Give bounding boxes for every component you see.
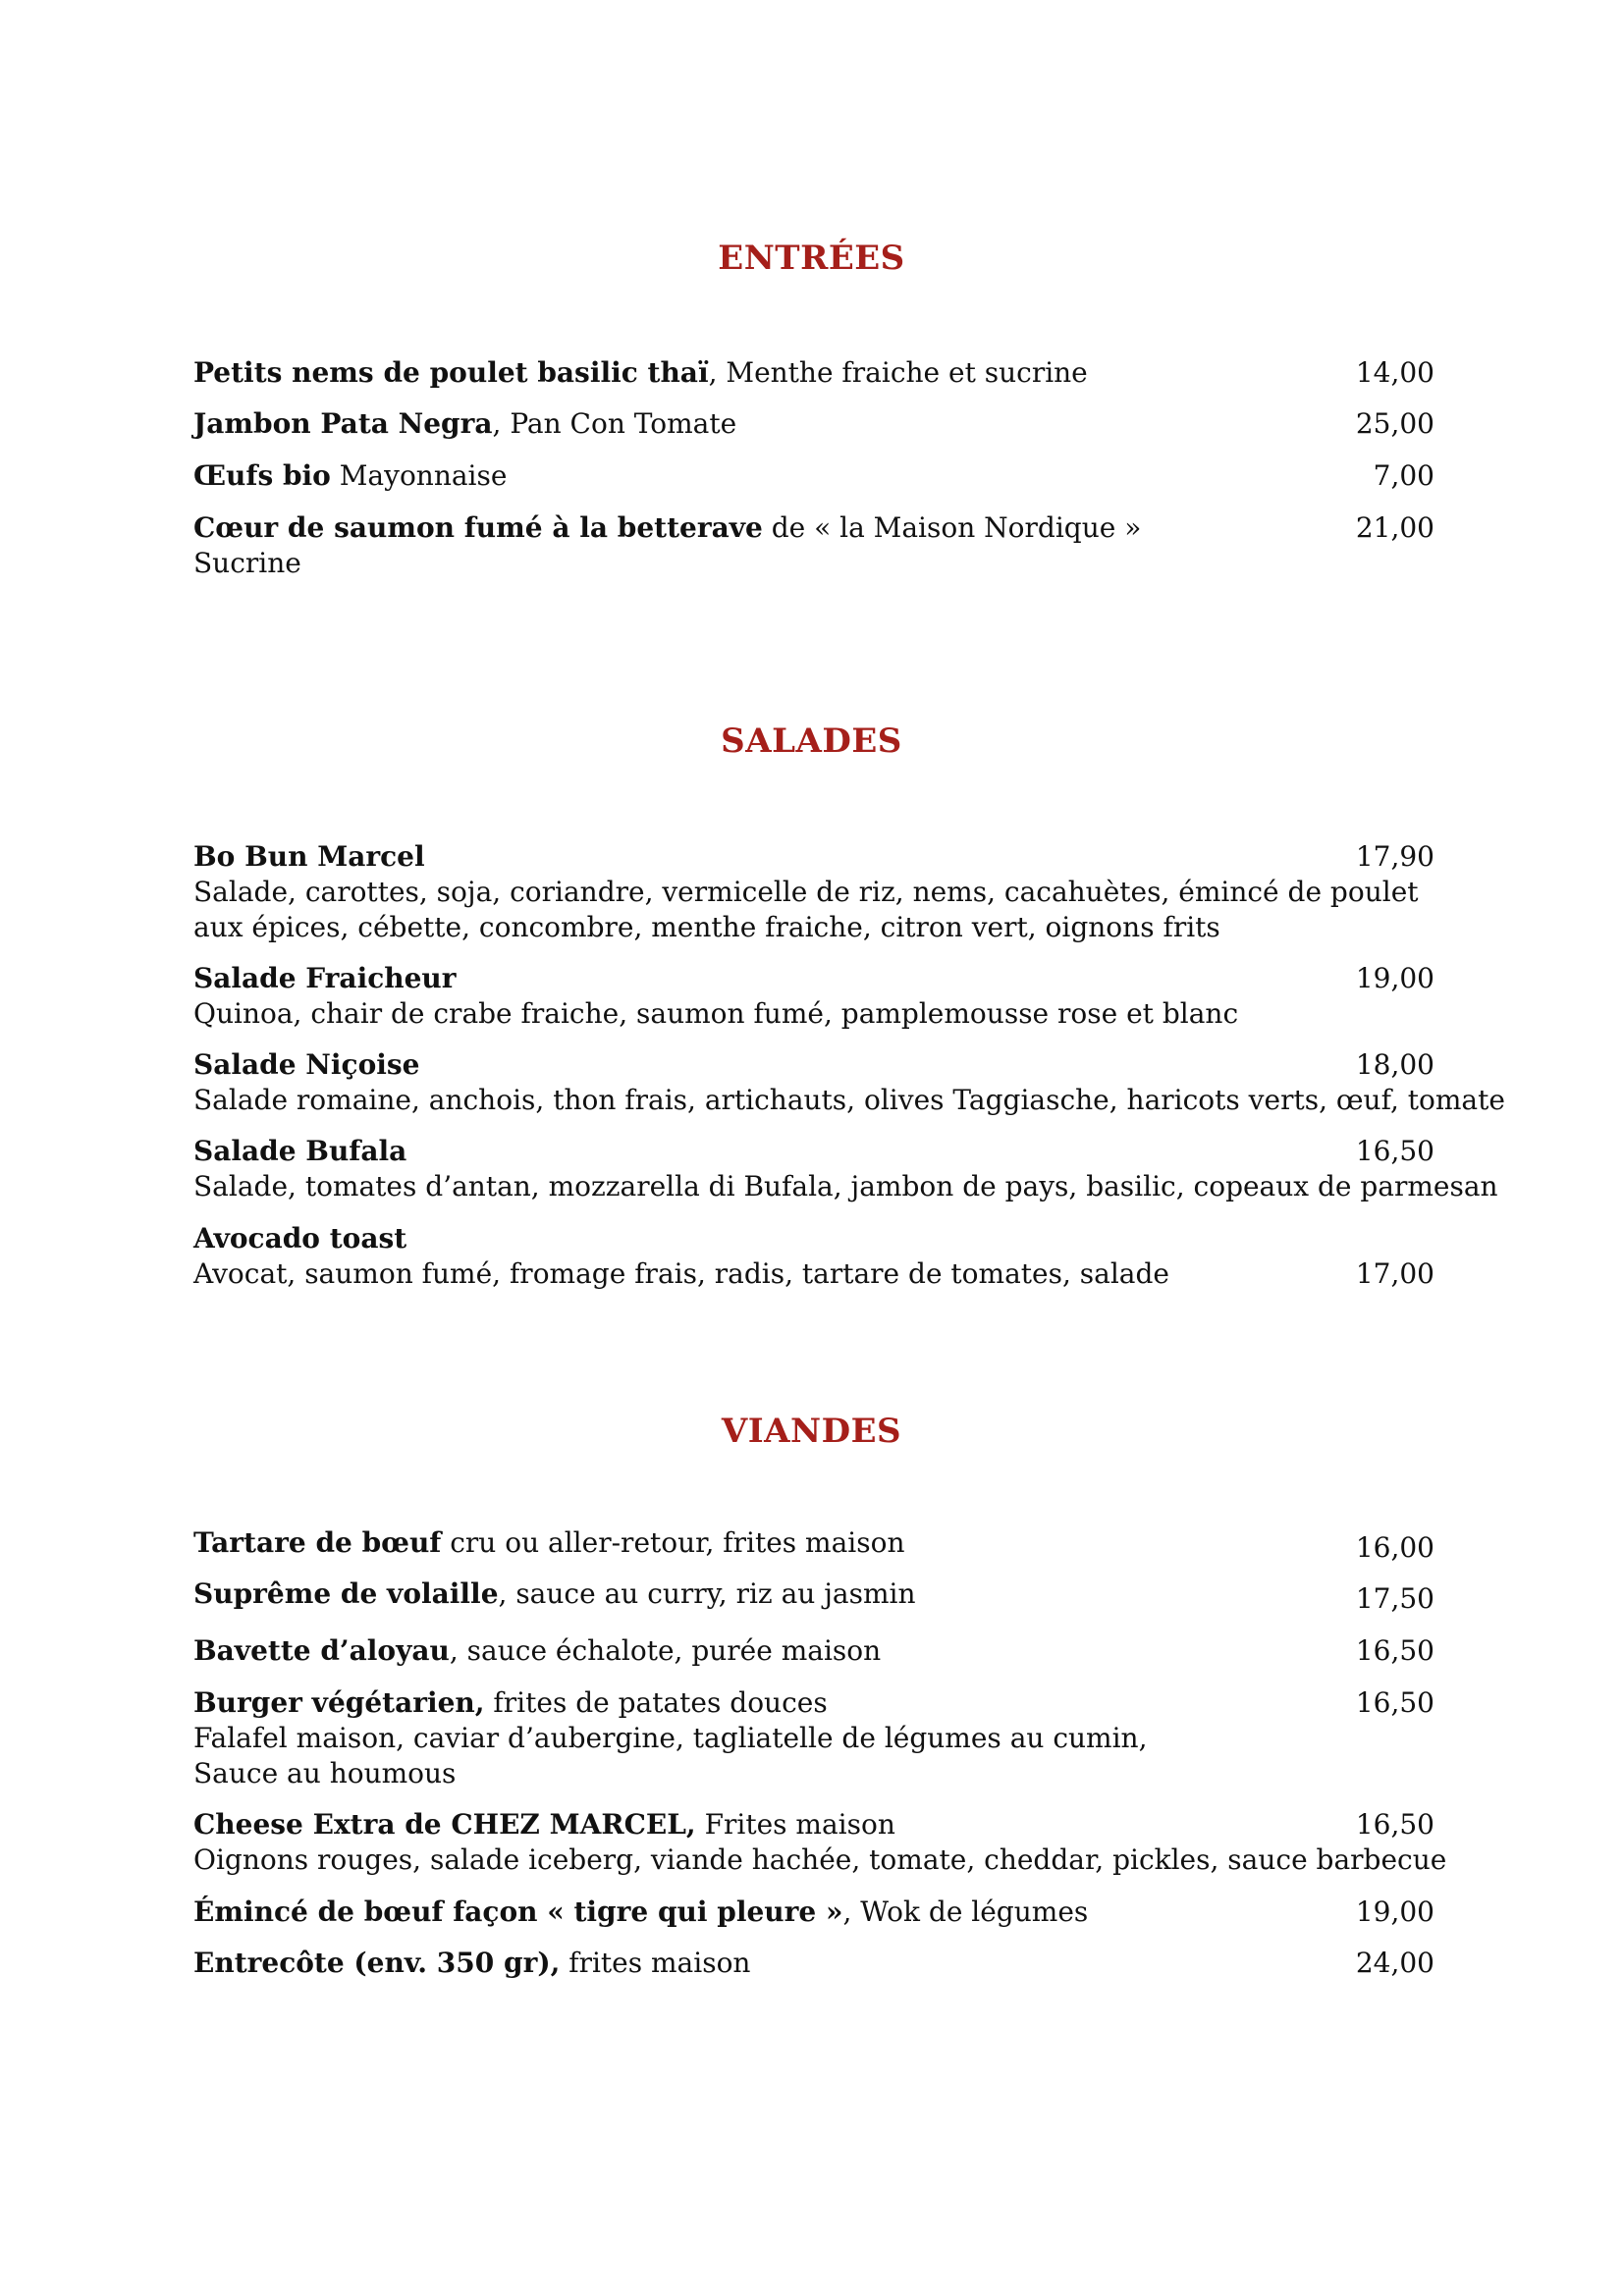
item-sub: Avocat, saumon fumé, fromage frais, radis, tartare de tomates, salade bbox=[193, 1257, 1169, 1290]
menu-item-nems bbox=[193, 355, 1088, 391]
item-desc: cru ou aller-retour, frites maison bbox=[441, 1526, 905, 1559]
item-price: 19,00 bbox=[1355, 962, 1434, 994]
item-price: 25,00 bbox=[1355, 407, 1434, 440]
item-sub: Sucrine bbox=[193, 547, 301, 579]
menu-item-tartare bbox=[193, 1525, 905, 1561]
item-price: 7,00 bbox=[1373, 459, 1434, 492]
item-desc: Frites maison bbox=[695, 1808, 895, 1841]
menu-item-bufala bbox=[193, 1134, 406, 1169]
menu-item-nicoise bbox=[193, 1047, 419, 1083]
item-desc: de « la Maison Nordique » bbox=[762, 511, 1142, 544]
item-price: 16,50 bbox=[1355, 1634, 1434, 1667]
item-sub: aux épices, cébette, concombre, menthe fraiche, citron vert, oignons frits bbox=[193, 911, 1220, 943]
item-desc: , Wok de légumes bbox=[842, 1896, 1089, 1928]
item-name: Entrecôte (env. 350 gr), bbox=[193, 1947, 561, 1979]
item-desc: frites maison bbox=[560, 1947, 751, 1979]
menu-item-emince bbox=[193, 1895, 1088, 1930]
item-price: 17,00 bbox=[1355, 1257, 1434, 1290]
menu-item-fraicheur bbox=[193, 961, 457, 996]
item-sub: Salade, tomates d’antan, mozzarella di Bufala, jambon de pays, basilic, copeaux de parmesan bbox=[193, 1170, 1498, 1202]
item-name: Tartare de bœuf bbox=[193, 1526, 442, 1559]
item-price: 16,50 bbox=[1355, 1808, 1434, 1841]
menu-item-bobun bbox=[193, 839, 425, 875]
item-desc: , Pan Con Tomate bbox=[492, 407, 737, 440]
item-name: Petits nems de poulet basilic thaï bbox=[193, 356, 709, 389]
menu-item-entrecote bbox=[193, 1946, 750, 1981]
item-price: 16,50 bbox=[1355, 1686, 1434, 1719]
item-price: 19,00 bbox=[1355, 1896, 1434, 1928]
item-price: 24,00 bbox=[1355, 1947, 1434, 1979]
section-title-entrees: ENTRÉES bbox=[718, 239, 905, 278]
item-sub: Salade, carottes, soja, coriandre, vermicelle de riz, nems, cacahuètes, émincé de poulet bbox=[193, 876, 1419, 908]
item-sub: Falafel maison, caviar d’aubergine, tagliatelle de légumes au cumin, bbox=[193, 1722, 1148, 1754]
item-sub: Oignons rouges, salade iceberg, viande hachée, tomate, cheddar, pickles, sauce barbecue bbox=[193, 1843, 1447, 1876]
item-desc: , sauce échalote, purée maison bbox=[449, 1634, 882, 1667]
menu-item-avocado bbox=[193, 1221, 406, 1256]
item-name: Cheese Extra de CHEZ MARCEL, bbox=[193, 1808, 696, 1841]
item-desc: , Menthe fraiche et sucrine bbox=[708, 356, 1088, 389]
item-name: Cœur de saumon fumé à la betterave bbox=[193, 511, 763, 544]
item-name: Avocado toast bbox=[193, 1222, 407, 1255]
item-price: 18,00 bbox=[1355, 1048, 1434, 1081]
item-name: Œufs bio bbox=[193, 459, 331, 492]
item-name: Émincé de bœuf façon « tigre qui pleure » bbox=[193, 1896, 843, 1928]
menu-item-bavette bbox=[193, 1633, 881, 1669]
item-name: Salade Bufala bbox=[193, 1135, 407, 1167]
item-price: 17,50 bbox=[1355, 1582, 1434, 1615]
item-sub: Sauce au houmous bbox=[193, 1757, 457, 1789]
item-name: Salade Fraicheur bbox=[193, 962, 457, 994]
item-name: Burger végétarien, bbox=[193, 1686, 485, 1719]
item-desc: , sauce au curry, riz au jasmin bbox=[498, 1577, 916, 1610]
item-name: Suprême de volaille bbox=[193, 1577, 499, 1610]
item-name: Salade Niçoise bbox=[193, 1048, 420, 1081]
menu-item-saumon bbox=[193, 510, 1141, 546]
menu-item-oeufs bbox=[193, 458, 507, 494]
item-price: 14,00 bbox=[1355, 356, 1434, 389]
item-price: 16,00 bbox=[1355, 1531, 1434, 1564]
item-sub: Quinoa, chair de crabe fraiche, saumon fumé, pamplemousse rose et blanc bbox=[193, 997, 1239, 1030]
section-title-viandes: VIANDES bbox=[721, 1412, 902, 1451]
section-title-salades: SALADES bbox=[721, 721, 902, 761]
menu-item-cheese bbox=[193, 1807, 895, 1842]
item-name: Bavette d’aloyau bbox=[193, 1634, 450, 1667]
item-desc: Mayonnaise bbox=[330, 459, 508, 492]
item-price: 17,90 bbox=[1355, 840, 1434, 873]
item-name: Jambon Pata Negra bbox=[193, 407, 493, 440]
menu-item-jambon bbox=[193, 406, 736, 442]
item-desc: frites de patates douces bbox=[484, 1686, 828, 1719]
item-price: 16,50 bbox=[1355, 1135, 1434, 1167]
item-sub: Salade romaine, anchois, thon frais, artichauts, olives Taggiasche, haricots verts, œuf, tomate bbox=[193, 1084, 1505, 1116]
menu-item-supreme bbox=[193, 1576, 915, 1612]
menu-item-burger bbox=[193, 1685, 828, 1721]
item-name: Bo Bun Marcel bbox=[193, 840, 425, 873]
item-price: 21,00 bbox=[1355, 511, 1434, 544]
